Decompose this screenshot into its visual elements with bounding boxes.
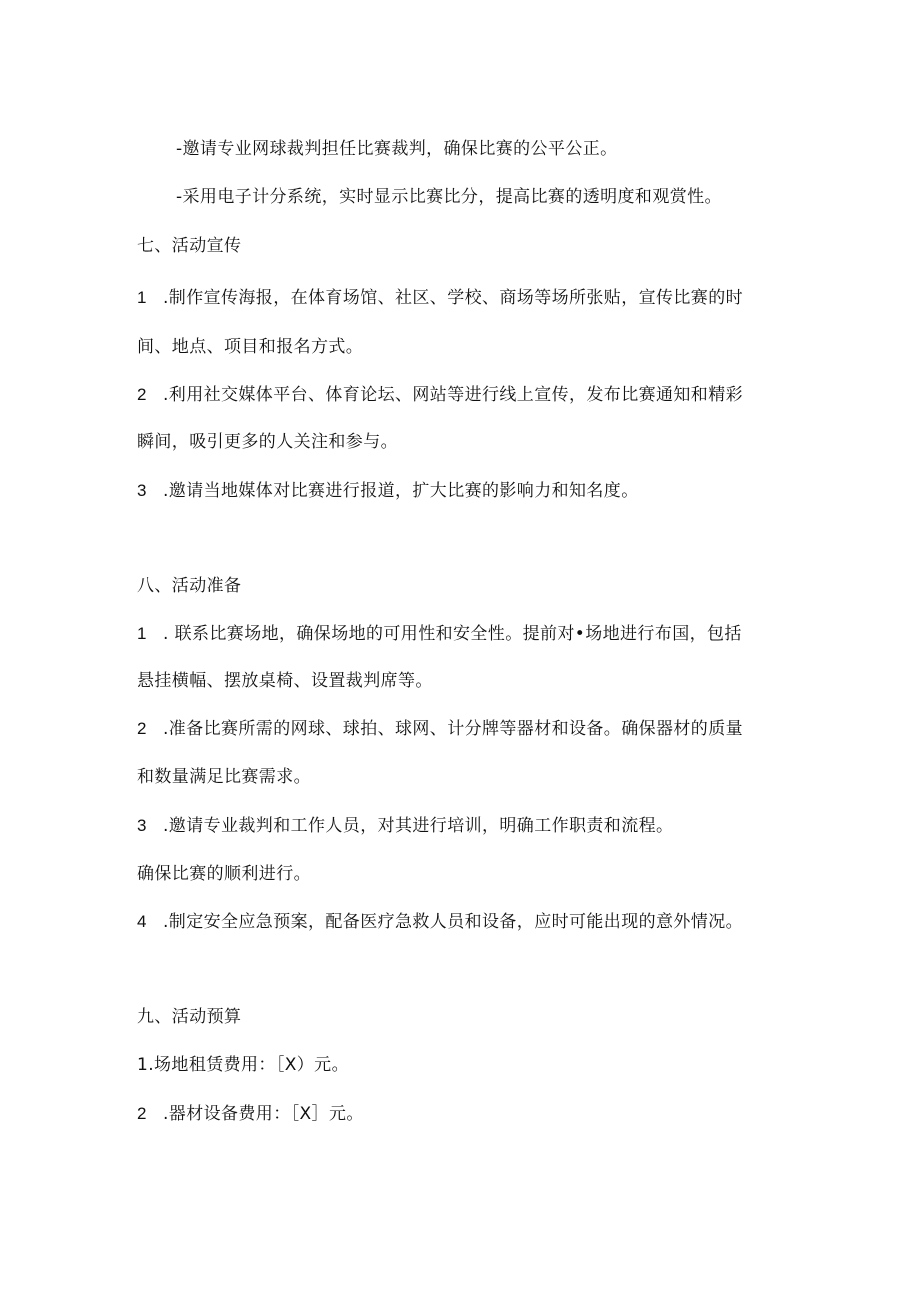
item-number: 3: [137, 481, 147, 500]
section-heading-preparation: 八、活动准备: [137, 576, 242, 596]
item-number: 2: [137, 1104, 147, 1123]
promotion-item-1-cont: 间、地点、项目和报名方式。: [137, 337, 364, 357]
item-text: .器材设备费用：［X］元。: [163, 1104, 364, 1124]
item-text: . 联系比赛场地，确保场地的可用性和安全性。提前对•场地进行布国，包括: [163, 624, 742, 644]
item-text: .准备比赛所需的网球、球拍、球网、计分牌等器材和设备。确保器材的质量: [163, 719, 744, 739]
promotion-item-2-cont: 瞬间，吸引更多的人关注和参与。: [137, 432, 398, 452]
item-number: 2: [137, 385, 147, 404]
promotion-item-3: [137, 479, 639, 503]
item-text: .制定安全应急预案，配备医疗急救人员和设备，应时可能出现的意外情况。: [163, 912, 744, 932]
bullet-scoring: -采用电子计分系统，实时显示比赛比分，提高比赛的透明度和观赏性。: [176, 187, 722, 207]
preparation-item-1-cont: 悬挂横幅、摆放桌椅、设置裁判席等。: [137, 671, 433, 691]
preparation-item-3: [137, 814, 673, 838]
item-number: 4: [137, 912, 147, 931]
preparation-item-4: [137, 910, 743, 934]
preparation-item-2-cont: 和数量满足比赛需求。: [137, 767, 311, 787]
item-text: .场地租赁费用：［X）元。: [148, 1055, 349, 1075]
item-text: .利用社交媒体平台、体育论坛、网站等进行线上宣传，发布比赛通知和精彩: [163, 385, 744, 405]
preparation-item-2: [137, 717, 743, 741]
item-number: 1: [137, 1055, 149, 1075]
item-text: .邀请当地媒体对比赛进行报道，扩大比赛的影响力和知名度。: [163, 481, 639, 501]
bullet-referee: -邀请专业网球裁判担任比赛裁判，确保比赛的公平公正。: [176, 139, 618, 159]
preparation-item-1: [137, 622, 742, 646]
item-number: 2: [137, 719, 147, 738]
section-heading-budget: 九、活动预算: [137, 1007, 242, 1027]
section-heading-promotion: 七、活动宣传: [137, 236, 242, 256]
promotion-item-1: [137, 286, 743, 310]
item-number: 3: [137, 816, 147, 835]
item-number: 1: [137, 624, 147, 643]
promotion-item-2: [137, 383, 743, 407]
item-text: .制作宣传海报，在体育场馆、社区、学校、商场等场所张贴，宣传比赛的时: [163, 288, 744, 308]
budget-item-1: [137, 1053, 349, 1077]
item-text: .邀请专业裁判和工作人员，对其进行培训，明确工作职责和流程。: [163, 816, 674, 836]
preparation-item-3-cont: 确保比赛的顺利进行。: [137, 864, 311, 884]
budget-item-2: [137, 1102, 364, 1126]
item-number: 1: [137, 288, 147, 307]
